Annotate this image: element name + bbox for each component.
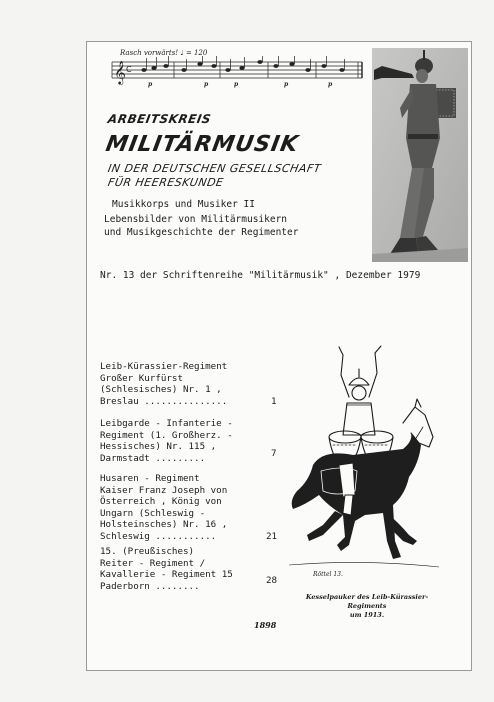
footer-year: 1898 bbox=[254, 620, 277, 630]
toc-entry-1 bbox=[100, 361, 227, 407]
toc-line: Husaren - Regiment bbox=[100, 473, 200, 484]
toc-line: (Schlesisches) Nr. 1 , bbox=[100, 384, 222, 396]
svg-text:p: p bbox=[148, 81, 153, 88]
toc-line: Reiter - Regiment / bbox=[100, 557, 206, 569]
svg-text:p: p bbox=[234, 81, 239, 88]
svg-text:p: p bbox=[284, 81, 289, 88]
toc-entry-2 bbox=[100, 418, 233, 464]
subtitle: Musikkorps und Musiker II bbox=[112, 199, 255, 210]
toc-entry-3 bbox=[100, 473, 227, 543]
toc-line: Paderborn ........ bbox=[100, 580, 200, 592]
svg-text:𝄞: 𝄞 bbox=[114, 60, 126, 84]
toc-page-4: 28 bbox=[266, 575, 278, 586]
toc-line: Holsteinsches) Nr. 16 , bbox=[100, 519, 228, 531]
music-staff bbox=[110, 56, 366, 90]
toc-line: Darmstadt ......... bbox=[100, 452, 206, 464]
header-gesellschaft: IN DER DEUTSCHEN GESELLSCHAFT bbox=[106, 162, 323, 175]
toc-line: Kaiser Franz Joseph von bbox=[100, 484, 228, 496]
toc-page-1: 1 bbox=[271, 396, 277, 407]
svg-text:C: C bbox=[126, 65, 132, 74]
toc-entry-4 bbox=[100, 546, 233, 592]
caption-line-1: Kesselpauker des Leib-Kürassier-Regiments bbox=[305, 593, 429, 610]
artist-signature: Röttel 13. bbox=[313, 571, 343, 578]
header-arbeitskreis: ARBEITSKREIS bbox=[106, 112, 213, 126]
illustration-caption bbox=[292, 593, 442, 620]
toc-line: Ungarn (Schleswig - bbox=[100, 507, 206, 519]
description-line-2: und Musikgeschichte der Regimenter bbox=[104, 227, 299, 238]
toc-line: Leibgarde - Infanterie - bbox=[100, 418, 233, 429]
toc-page-3: 21 bbox=[266, 531, 278, 542]
toc-line: Regiment (1. Großherz. - bbox=[100, 429, 233, 441]
svg-text:p: p bbox=[204, 81, 209, 88]
toc-line: Hessisches) Nr. 115 , bbox=[100, 441, 217, 453]
trumpeter-photo bbox=[372, 48, 468, 262]
caption-line-2: um 1913. bbox=[349, 611, 385, 619]
description-line-1: Lebensbilder von Militärmusikern bbox=[104, 214, 288, 225]
toc-page-2: 7 bbox=[271, 448, 277, 459]
series-line: Nr. 13 der Schriftenreihe "Militärmusik" , Dezember 1979 bbox=[100, 270, 421, 281]
toc-line: Großer Kurfürst bbox=[100, 372, 183, 384]
toc-line: 15. (Preußisches) bbox=[100, 546, 195, 557]
tempo-marking: Rasch vorwärts! ♩ = 120 bbox=[120, 49, 208, 57]
toc-line: Breslau ............... bbox=[100, 395, 228, 407]
kettledrummer-illustration bbox=[283, 345, 443, 585]
svg-text:p: p bbox=[328, 81, 333, 88]
toc-line: Kavallerie - Regiment 15 bbox=[100, 569, 233, 581]
toc-line: Schleswig ........... bbox=[100, 530, 217, 542]
toc-line: Österreich , König von bbox=[100, 496, 222, 508]
header-militaermusik: MILITÄRMUSIK bbox=[103, 132, 301, 157]
toc-line: Leib-Kürassier-Regiment bbox=[100, 361, 228, 372]
header-heereskunde: FÜR HEERESKUNDE bbox=[106, 176, 225, 189]
